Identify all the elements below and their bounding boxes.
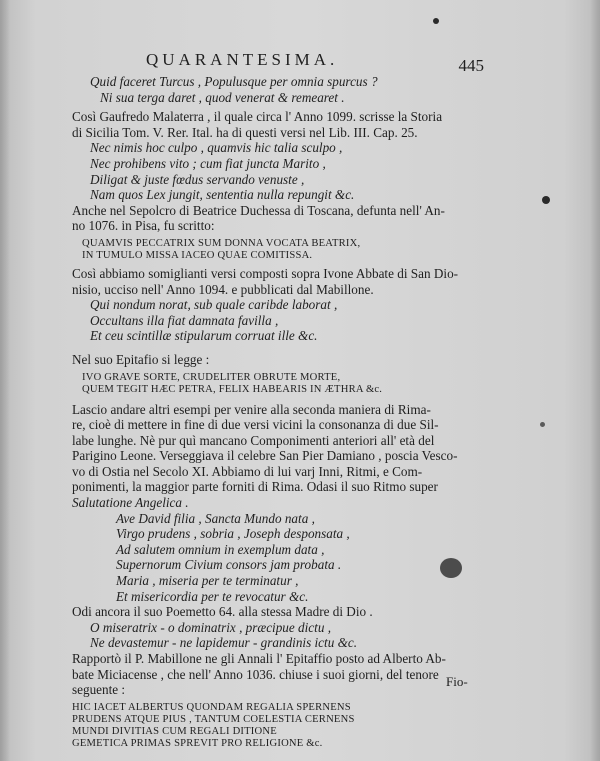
inscription-line: GEMETICA PRIMAS SPREVIT PRO RELIGIONE &c. (72, 737, 323, 749)
text-line: Odi ancora il suo Poemetto 64. alla stessa Madre di Dio . (72, 604, 373, 620)
ink-spot (542, 196, 550, 204)
verse-line: Ave David filia , Sancta Mundo nata , (116, 510, 315, 526)
verse-line: Nec nimis hoc culpo , quamvis hic talia sculpo , (90, 140, 343, 156)
page-body-text (72, 74, 492, 750)
inscription-line: IVO GRAVE SORTE, CRUDELITER OBRUTE MORTE, (82, 371, 341, 383)
text-line: Lascio andare altri esempi per venire alla seconda maniera di Rima- (72, 401, 431, 417)
verse-line: Maria , miseria per te terminatur , (116, 573, 299, 589)
text-line: Parigino Leone. Verseggiava il celebre San Pier Damiano , poscia Vesco- (72, 448, 458, 464)
verse-line: Diligat & juste fœdus servando venuste , (90, 171, 305, 187)
text-line: seguente : (72, 682, 126, 698)
verse-line: Virgo prudens , sobria , Joseph desponsata , (116, 526, 350, 542)
verse-line: Quid faceret Turcus , Populusque per omnia spurcus ? (90, 74, 378, 89)
inscription-line: MUNDI DIVITIAS CUM REGALI DITIONE (72, 725, 277, 737)
left-edge-shadow (0, 0, 10, 761)
verse-line: Occultans illa fiat damnata favilla , (90, 312, 279, 328)
inscription-line: PRUDENS ATQUE PIUS , TANTUM COELESTIA CERNENS (72, 713, 355, 725)
verse-line: Ad salutem omnium in exemplum data , (116, 541, 325, 557)
text-line: Rapportò il P. Mabillone ne gli Annali l' Epitaffio posto ad Alberto Ab- (72, 651, 446, 666)
text-line: bate Miciacense , che nell' Anno 1036. chiuse i suoi giorni, del tenore (72, 666, 439, 682)
verse-line: Qui nondum norat, sub quale caribde laborat , (90, 297, 338, 313)
ink-spot (540, 422, 545, 427)
verse-line: Et misericordia per te revocatur &c. (116, 588, 309, 604)
ink-stain (440, 558, 462, 578)
verse-line: Nec prohibens vito ; cum fiat juncta Marito , (90, 155, 326, 171)
verse-line: Et ceu scintillæ stipularum corruat ille &c. (90, 328, 318, 344)
inscription-line: IN TUMULO MISSA IACEO QUAE COMITISSA. (82, 249, 313, 261)
inscription-line: HIC IACET ALBERTUS QUONDAM REGALIA SPERNENS (72, 701, 351, 713)
inscription-line: QUEM TEGIT HÆC PETRA, FELIX HABEARIS IN ÆTHRA &c. (82, 383, 383, 395)
text-line: Anche nel Sepolcro di Beatrice Duchessa di Toscana, defunta nell' An- (72, 202, 445, 218)
text-line: di Sicilia Tom. V. Rer. Ital. ha di questi versi nel Lib. III. Cap. 25. (72, 124, 418, 140)
text-line: nisio, ucciso nell' Anno 1094. e pubblicati dal Mabillone. (72, 281, 374, 297)
right-edge-shadow (590, 0, 600, 761)
text-line: no 1076. in Pisa, fu scritto: (72, 218, 215, 234)
text-line: ponimenti, la maggior parte forniti di Rima. Odasi il suo Ritmo super (72, 479, 438, 495)
verse-line: Nam quos Lex jungit, sententia nulla repungit &c. (90, 187, 355, 203)
text-line: Così Gaufredo Malaterra , il quale circa l' Anno 1099. scrisse la Storia (72, 109, 443, 125)
ink-spot (433, 18, 439, 24)
text-line: labe lunghe. Nè pur quì mancano Componimenti anteriori all' età del (72, 432, 435, 448)
verse-line: Supernorum Civium consors jam probata . (116, 557, 342, 573)
line-spacer (72, 344, 492, 352)
text-line: Nel suo Epitafio si legge : (72, 351, 210, 367)
inscription-line: QUAMVIS PECCATRIX SUM DONNA VOCATA BEATRIX, (82, 237, 361, 249)
text-line: re, cioè di mettere in fine di due versi vicini la consonanza di due Sil- (72, 417, 439, 433)
catchword: Fio- (446, 674, 468, 689)
text-line: Salutatione Angelica . (72, 495, 189, 511)
verse-line: O miseratrix - o dominatrix , præcipue dictu , (90, 619, 332, 635)
text-line: Così abbiamo somiglianti versi composti sopra Ivone Abbate di San Dio- (72, 265, 459, 281)
verse-line: Ne devastemur - ne lapidemur - grandinis ictu &c. (90, 635, 358, 651)
running-header: QUARANTESIMA. (146, 50, 339, 69)
text-line: vo di Ostia nel Secolo XI. Abbiamo di lui varj Inni, Ritmi, e Com- (72, 463, 423, 479)
page-number: 445 (458, 56, 484, 75)
verse-line: Ni sua terga daret , quod venerat & remearet . (100, 89, 345, 105)
